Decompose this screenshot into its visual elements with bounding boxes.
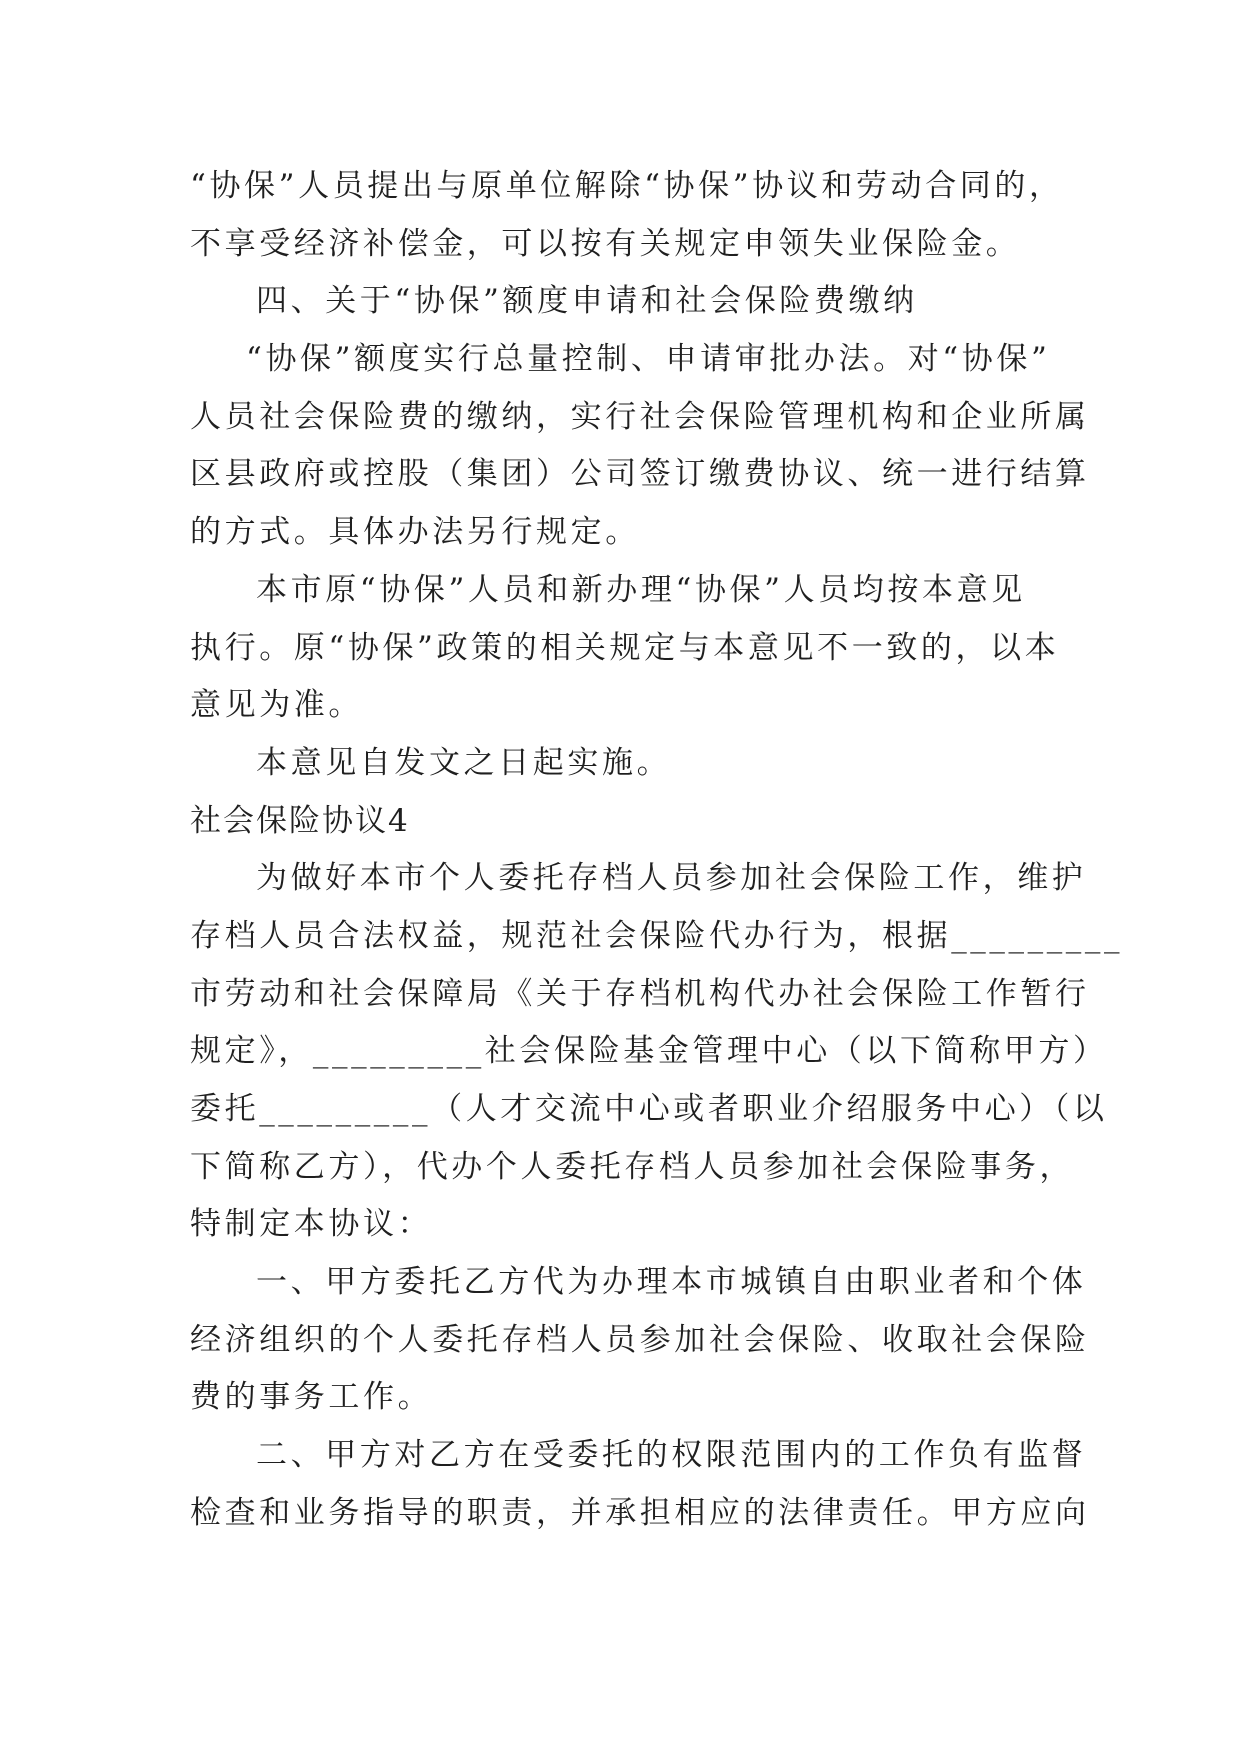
text-line: 下简称乙方），代办个人委托存档人员参加社会保险事务，	[190, 1148, 1075, 1185]
text-line: 费的事务工作。	[190, 1379, 433, 1416]
text-line: 意见为准。	[190, 687, 363, 724]
text-line: 一、甲方委托乙方代为办理本市城镇自由职业者和个体	[256, 1264, 1087, 1301]
text-line: 二、甲方对乙方在受委托的权限范围内的工作负有监督	[256, 1437, 1087, 1474]
section-heading: 四、关于“协保”额度申请和社会保险费缴纳	[256, 283, 918, 320]
text-line: 本意见自发文之日起实施。	[256, 744, 672, 781]
text-line: 特制定本协议：	[190, 1206, 433, 1243]
text-line: 区县政府或控股（集团）公司签订缴费协议、统一进行结算	[190, 456, 1090, 493]
text-line: 为做好本市个人委托存档人员参加社会保险工作，维护	[256, 860, 1087, 897]
text-line: 规定》，_________社会保险基金管理中心（以下简称甲方）	[190, 1033, 1108, 1070]
text-line: “协保”人员提出与原单位解除“协保”协议和劳动合同的，	[190, 168, 1064, 204]
text-line: 委托_________（人才交流中心或者职业介绍服务中心）（以	[190, 1091, 1108, 1127]
agreement-title: 社会保险协议4	[190, 802, 410, 839]
text-line: “协保”额度实行总量控制、申请审批办法。对“协保”	[246, 341, 1051, 378]
text-line: 经济组织的个人委托存档人员参加社会保险、收取社会保险	[190, 1321, 1090, 1358]
text-line: 检查和业务指导的职责，并承担相应的法律责任。甲方应向	[190, 1494, 1090, 1531]
text-line: 本市原“协保”人员和新办理“协保”人员均按本意见	[256, 571, 1026, 608]
text-line: 存档人员合法权益，规范社会保险代办行为，根据_________	[190, 917, 1124, 954]
text-line: 执行。原“协保”政策的相关规定与本意见不一致的，以本	[190, 629, 1060, 666]
text-line: 不享受经济补偿金，可以按有关规定申领失业保险金。	[190, 225, 1021, 262]
text-line: 的方式。具体办法另行规定。	[190, 514, 640, 551]
text-line: 市劳动和社会保障局《关于存档机构代办社会保险工作暂行	[190, 975, 1090, 1012]
document-body	[190, 158, 1124, 1543]
text-line: 人员社会保险费的缴纳，实行社会保险管理机构和企业所属	[190, 398, 1090, 435]
